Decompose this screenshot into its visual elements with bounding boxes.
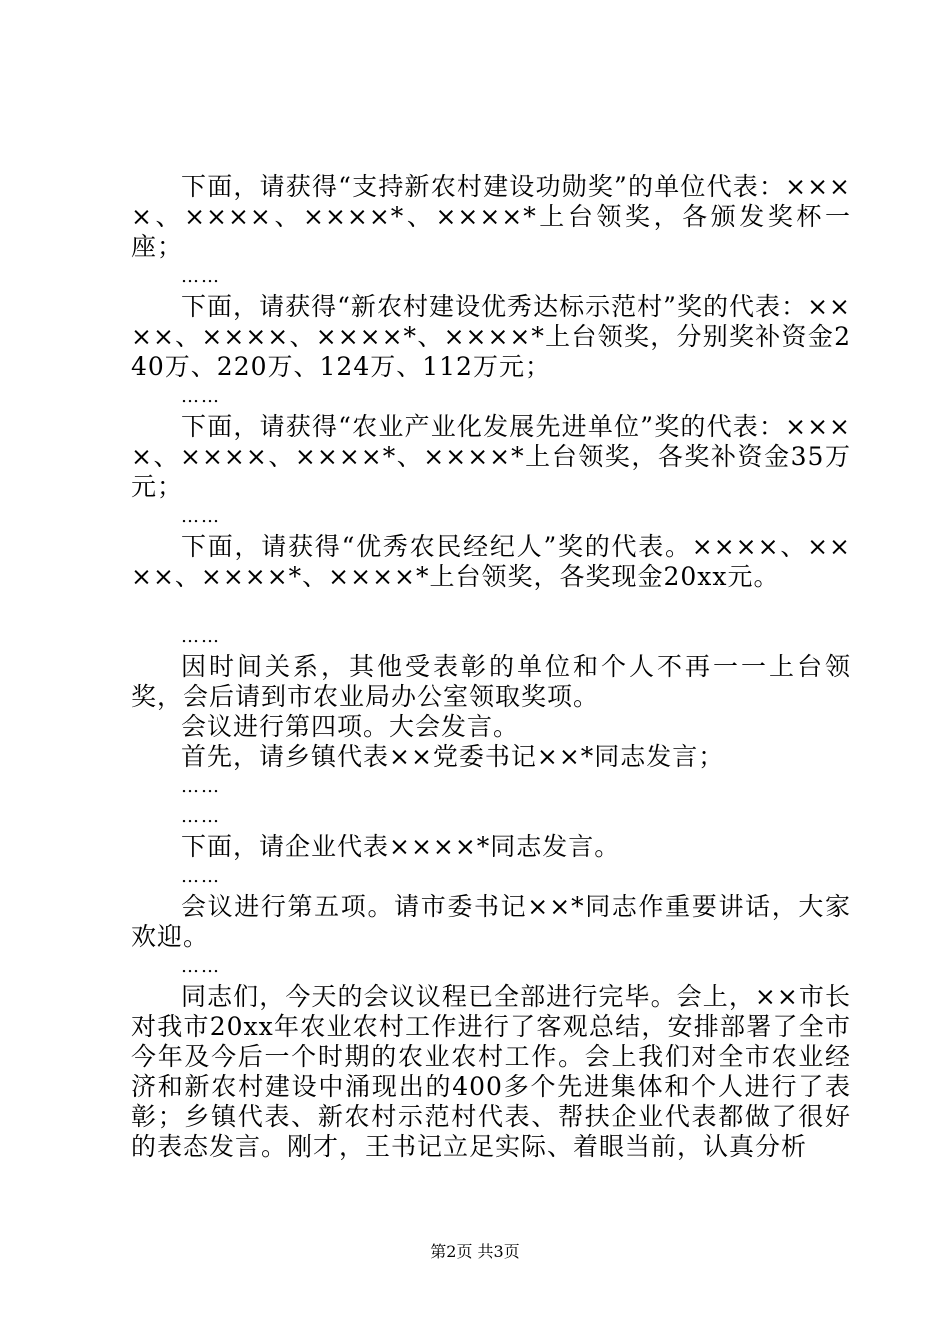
document-body: [131, 172, 851, 1162]
ellipsis-8: ……: [181, 956, 221, 977]
paragraph-closing: 同志们，今天的会议议程已全部进行完毕。会上，××市长对我市20xx年农业农村工作进行了客观总结，安排部署了全市今年及今后一个时期的农业农村工作。会上我们对全市农业经济和新农村建设中涌现出的400多个先进集体和个人进行了表彰；乡镇代表、新农村示范村代表、帮扶企业代表都做了很好的表态发言。刚才，王书记立足实际、着眼当前，认真分析: [131, 982, 851, 1161]
page-number-label: 第2页 共3页: [430, 1242, 520, 1261]
ellipsis-7: ……: [181, 866, 221, 887]
paragraph-award-1: 下面，请获得“支持新农村建设功勋奖”的单位代表：××××、××××、××××*、××××*上台领奖，各颁发奖杯一座；: [131, 172, 851, 261]
ellipsis-1: ……: [181, 266, 221, 287]
ellipsis-2: ……: [181, 386, 221, 407]
ellipsis-4: ……: [181, 626, 221, 647]
paragraph-award-4: 下面，请获得“优秀农民经纪人”奖的代表。××××、××××、××××*、××××*上台领奖，各奖现金20xx元。: [131, 532, 851, 591]
paragraph-time-note: 因时间关系，其他受表彰的单位和个人不再一一上台领奖，会后请到市农业局办公室领取奖项。: [131, 652, 851, 711]
paragraph-enterprise-speaker: 下面，请企业代表××××*同志发言。: [181, 832, 621, 861]
paragraph-award-3: 下面，请获得“农业产业化发展先进单位”奖的代表：××××、××××、××××*、××××*上台领奖，各奖补资金35万元；: [131, 412, 851, 501]
ellipsis-6: ……: [181, 806, 221, 827]
blank-line: [131, 592, 851, 622]
paragraph-item-four: 会议进行第四项。大会发言。: [181, 712, 520, 741]
page-footer: [0, 1242, 950, 1262]
paragraph-item-five: 会议进行第五项。请市委书记××*同志作重要讲话，大家欢迎。: [131, 892, 851, 951]
ellipsis-3: ……: [181, 506, 221, 527]
paragraph-first-speaker: 首先，请乡镇代表××党委书记××*同志发言；: [181, 742, 725, 771]
paragraph-award-2: 下面，请获得“新农村建设优秀达标示范村”奖的代表：××××、××××、××××*、××××*上台领奖，分别奖补资金240万、220万、124万、112万元；: [131, 292, 851, 381]
ellipsis-5: ……: [181, 776, 221, 797]
